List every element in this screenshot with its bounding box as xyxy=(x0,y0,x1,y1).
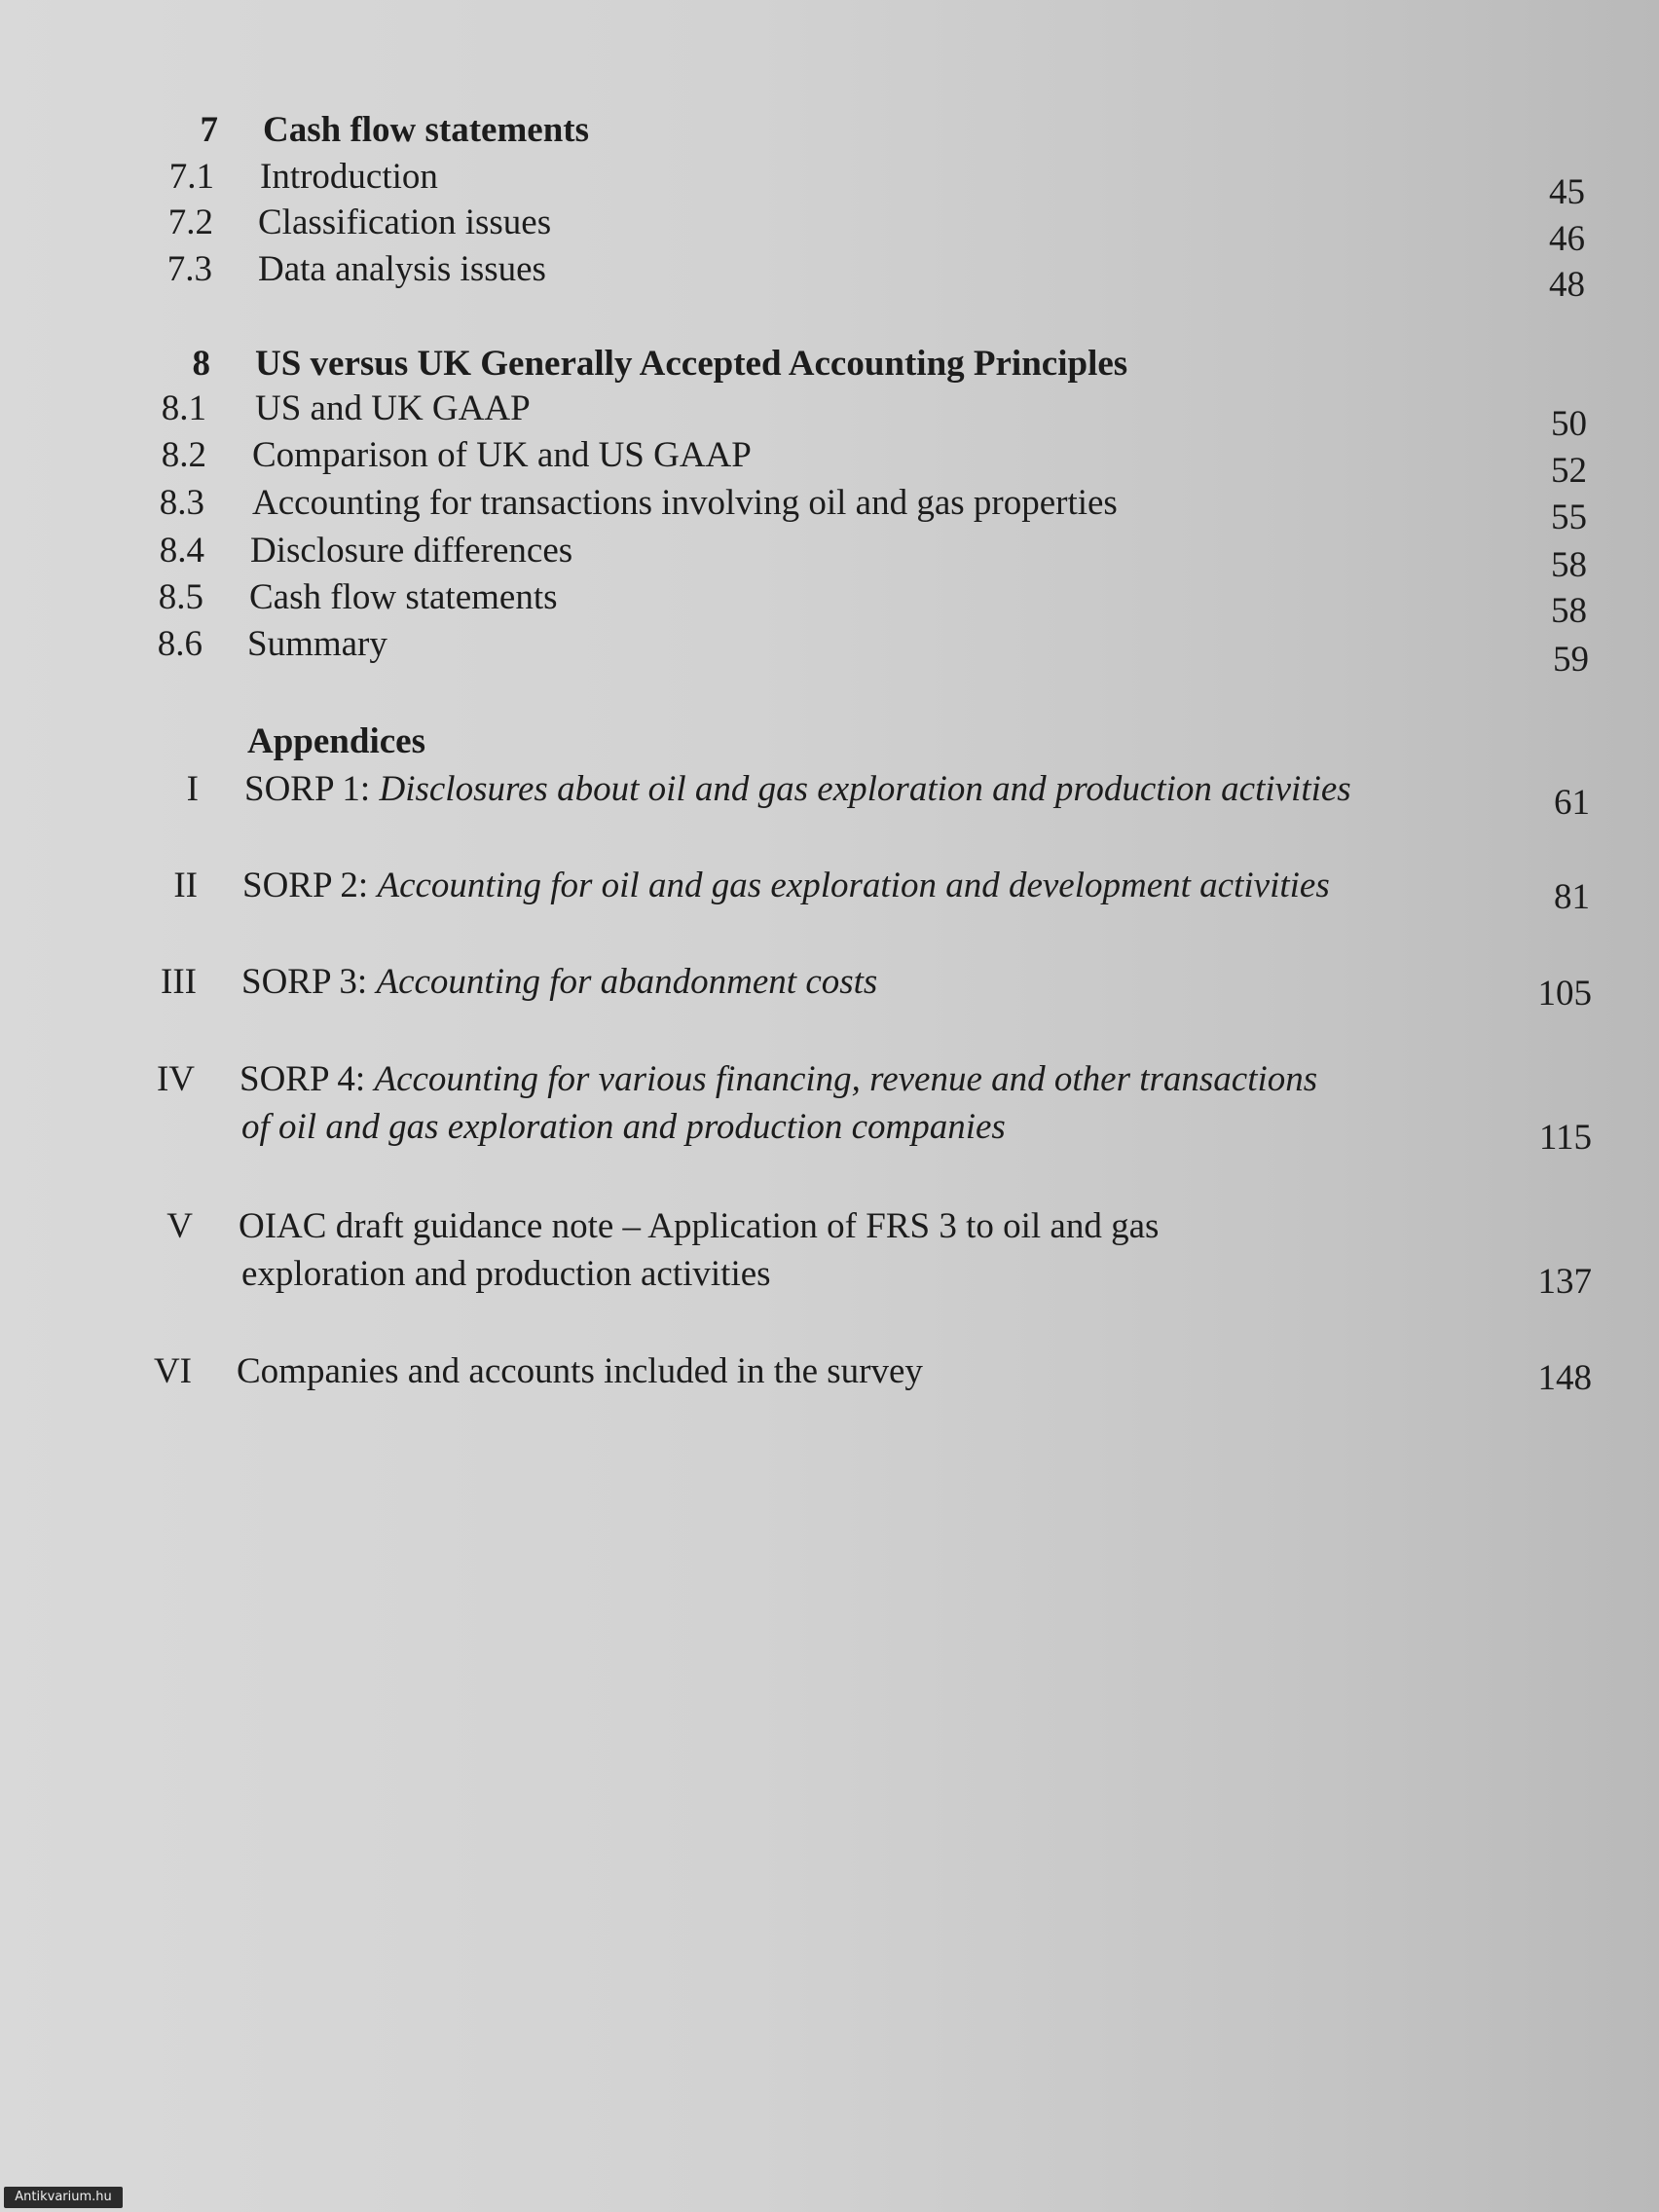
appendix-number: V xyxy=(166,1206,193,1246)
section-number: 7.3 xyxy=(166,249,212,289)
appendix-page: 148 xyxy=(1537,1358,1592,1398)
appendix-title-line2: of oil and gas exploration and production companies xyxy=(241,1107,1006,1147)
appendix-page: 81 xyxy=(1554,877,1590,917)
section-number: 7.2 xyxy=(167,203,213,242)
section-number: 8.6 xyxy=(157,624,203,664)
appendix-title: OIAC draft guidance note – Application of FRS 3 to oil and gas xyxy=(239,1206,1160,1246)
section-page: 52 xyxy=(1551,451,1587,491)
section-page: 59 xyxy=(1553,640,1589,680)
appendix-title-line2: exploration and production activities xyxy=(241,1254,771,1294)
appendix-title: SORP 1: Disclosures about oil and gas exploration and production activities xyxy=(244,769,1351,809)
appendix-page: 61 xyxy=(1554,783,1590,823)
appendix-page: 115 xyxy=(1538,1118,1592,1158)
section-title: Cash flow statements xyxy=(249,577,558,617)
appendix-number: III xyxy=(161,962,197,1002)
appendix-number: VI xyxy=(153,1351,192,1391)
chapter-number: 8 xyxy=(192,344,210,384)
section-title: Disclosure differences xyxy=(250,531,573,571)
section-title: Data analysis issues xyxy=(258,249,546,289)
section-number: 8.2 xyxy=(161,435,206,475)
section-number: 8.5 xyxy=(158,577,203,617)
appendix-page: 137 xyxy=(1537,1262,1592,1302)
section-number: 8.3 xyxy=(159,483,204,523)
chapter-number: 7 xyxy=(200,110,218,150)
section-page: 45 xyxy=(1549,172,1585,212)
chapter-title: Cash flow statements xyxy=(263,110,590,150)
watermark: Antikvarium.hu xyxy=(4,2187,123,2208)
section-page: 46 xyxy=(1549,219,1585,259)
appendix-title: Companies and accounts included in the survey xyxy=(237,1351,923,1391)
section-number: 8.1 xyxy=(161,388,206,428)
appendix-title: SORP 4: Accounting for various financing, revenue and other transactions xyxy=(240,1059,1318,1099)
section-page: 50 xyxy=(1551,404,1587,444)
section-title: US and UK GAAP xyxy=(255,388,531,428)
section-number: 8.4 xyxy=(159,531,204,571)
appendices-title: Appendices xyxy=(247,721,425,761)
appendix-number: IV xyxy=(156,1059,195,1099)
section-title: Summary xyxy=(247,624,387,664)
section-page: 58 xyxy=(1551,591,1587,631)
section-title: Comparison of UK and US GAAP xyxy=(252,435,752,475)
chapter-title: US versus UK Generally Accepted Accounting Principles xyxy=(255,344,1128,384)
section-title: Classification issues xyxy=(258,203,552,242)
section-page: 48 xyxy=(1549,265,1585,305)
appendix-number: II xyxy=(173,866,198,905)
section-title: Accounting for transactions involving oil and gas properties xyxy=(252,483,1118,523)
section-page: 58 xyxy=(1551,545,1587,585)
appendix-page: 105 xyxy=(1537,974,1592,1014)
appendix-title: SORP 3: Accounting for abandonment costs xyxy=(241,962,878,1002)
appendix-number: I xyxy=(186,769,199,809)
section-page: 55 xyxy=(1551,498,1587,537)
section-number: 7.1 xyxy=(168,157,214,197)
section-title: Introduction xyxy=(260,157,438,197)
appendix-title: SORP 2: Accounting for oil and gas exploration and development activities xyxy=(242,866,1330,905)
